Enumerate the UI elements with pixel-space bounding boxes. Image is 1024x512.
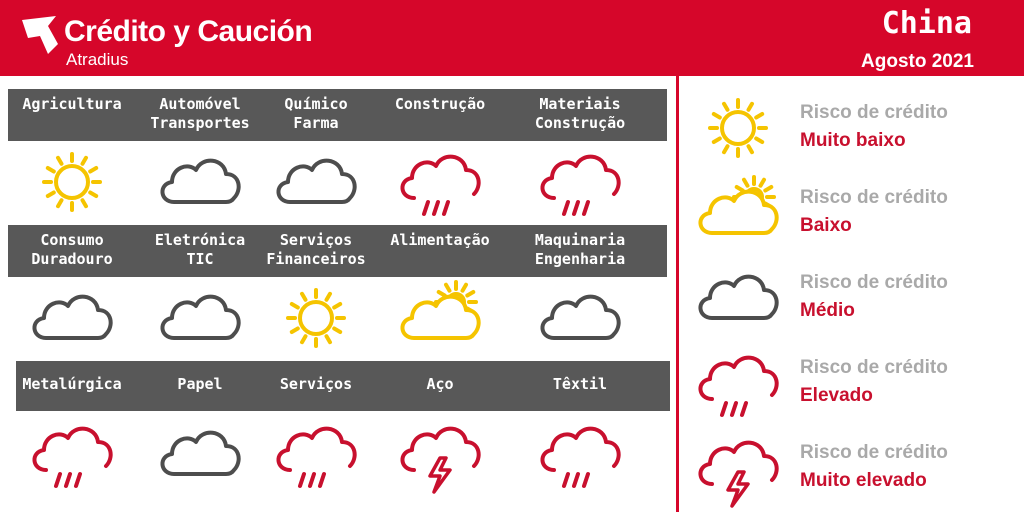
- sector-label: [374, 375, 506, 394]
- rain-cloud-icon: [532, 142, 628, 228]
- sector-label-line: Alimentação: [390, 231, 490, 249]
- sector-label-line: Duradouro: [31, 250, 113, 268]
- legend-caption: Risco de crédito: [800, 187, 948, 208]
- sector-label: [250, 375, 382, 394]
- sector-label: [374, 95, 506, 114]
- sector-label-line: TIC: [186, 250, 214, 268]
- sun-icon: [268, 278, 364, 364]
- sector-label-line: Maquinaria: [534, 231, 626, 249]
- sector-label-line: Aço: [426, 375, 454, 393]
- sector-label-line: Consumo: [40, 231, 104, 249]
- legend-risk-level: Muito baixo: [800, 130, 906, 151]
- sector-label: [374, 231, 506, 250]
- sector-label: [134, 95, 266, 133]
- rain-cloud-icon: [392, 142, 488, 228]
- sector-label: [134, 231, 266, 269]
- storm-cloud-icon: [690, 428, 786, 512]
- cloud-icon: [24, 278, 120, 364]
- sector-label-line: Automóvel: [159, 95, 241, 113]
- sector-label-line: Papel: [177, 375, 223, 393]
- brand-name: Crédito y Caución: [64, 15, 313, 48]
- sector-label: [6, 231, 138, 269]
- report-period: Agosto 2021: [861, 51, 974, 72]
- cloud-icon: [152, 414, 248, 500]
- sector-label: [6, 375, 138, 394]
- sector-label: [6, 95, 138, 114]
- cloud-icon: [152, 278, 248, 364]
- rain-cloud-icon: [532, 414, 628, 500]
- sector-label-line: Transportes: [150, 114, 250, 132]
- sun-cloud-icon: [392, 278, 488, 364]
- sector-label-line: Engenharia: [534, 250, 626, 268]
- sun-icon: [690, 88, 786, 174]
- sector-label-line: Agricultura: [22, 95, 122, 113]
- rain-cloud-icon: [24, 414, 120, 500]
- sector-label: [514, 231, 646, 269]
- rain-cloud-icon: [690, 343, 786, 429]
- sector-label: [514, 375, 646, 394]
- sector-label-line: Financeiros: [266, 250, 366, 268]
- sector-label-line: Eletrónica: [154, 231, 246, 249]
- sector-label-line: Metalúrgica: [22, 375, 122, 393]
- sector-label-line: Serviços: [279, 231, 353, 249]
- storm-cloud-icon: [392, 414, 488, 500]
- cloud-icon: [532, 278, 628, 364]
- rain-cloud-icon: [268, 414, 364, 500]
- sector-label: [514, 95, 646, 133]
- sector-label: [250, 231, 382, 269]
- brand-subtitle: Atradius: [66, 50, 129, 69]
- brand-logo-icon: [18, 14, 60, 58]
- legend-caption: Risco de crédito: [800, 272, 948, 293]
- sun-icon: [24, 142, 120, 228]
- sector-label-line: Materiais: [539, 95, 621, 113]
- cloud-icon: [152, 142, 248, 228]
- legend-caption: Risco de crédito: [800, 102, 948, 123]
- sector-label: [250, 95, 382, 133]
- sector-label-line: Construção: [394, 95, 486, 113]
- sun-cloud-icon: [690, 173, 786, 259]
- legend-caption: Risco de crédito: [800, 442, 948, 463]
- section-divider: [676, 76, 679, 512]
- sector-label-line: Têxtil: [552, 375, 608, 393]
- legend-risk-level: Muito elevado: [800, 470, 927, 491]
- sector-label-line: Construção: [534, 114, 626, 132]
- header-bar: [0, 0, 1024, 76]
- legend-risk-level: Baixo: [800, 215, 852, 236]
- sector-label-line: Farma: [293, 114, 339, 132]
- sector-label-line: Serviços: [279, 375, 353, 393]
- country-title: China: [881, 6, 972, 41]
- legend-caption: Risco de crédito: [800, 357, 948, 378]
- legend-risk-level: Elevado: [800, 385, 873, 406]
- cloud-icon: [268, 142, 364, 228]
- sector-label-line: Químico: [284, 95, 348, 113]
- cloud-icon: [690, 258, 786, 344]
- sector-label: [134, 375, 266, 394]
- legend-risk-level: Médio: [800, 300, 855, 321]
